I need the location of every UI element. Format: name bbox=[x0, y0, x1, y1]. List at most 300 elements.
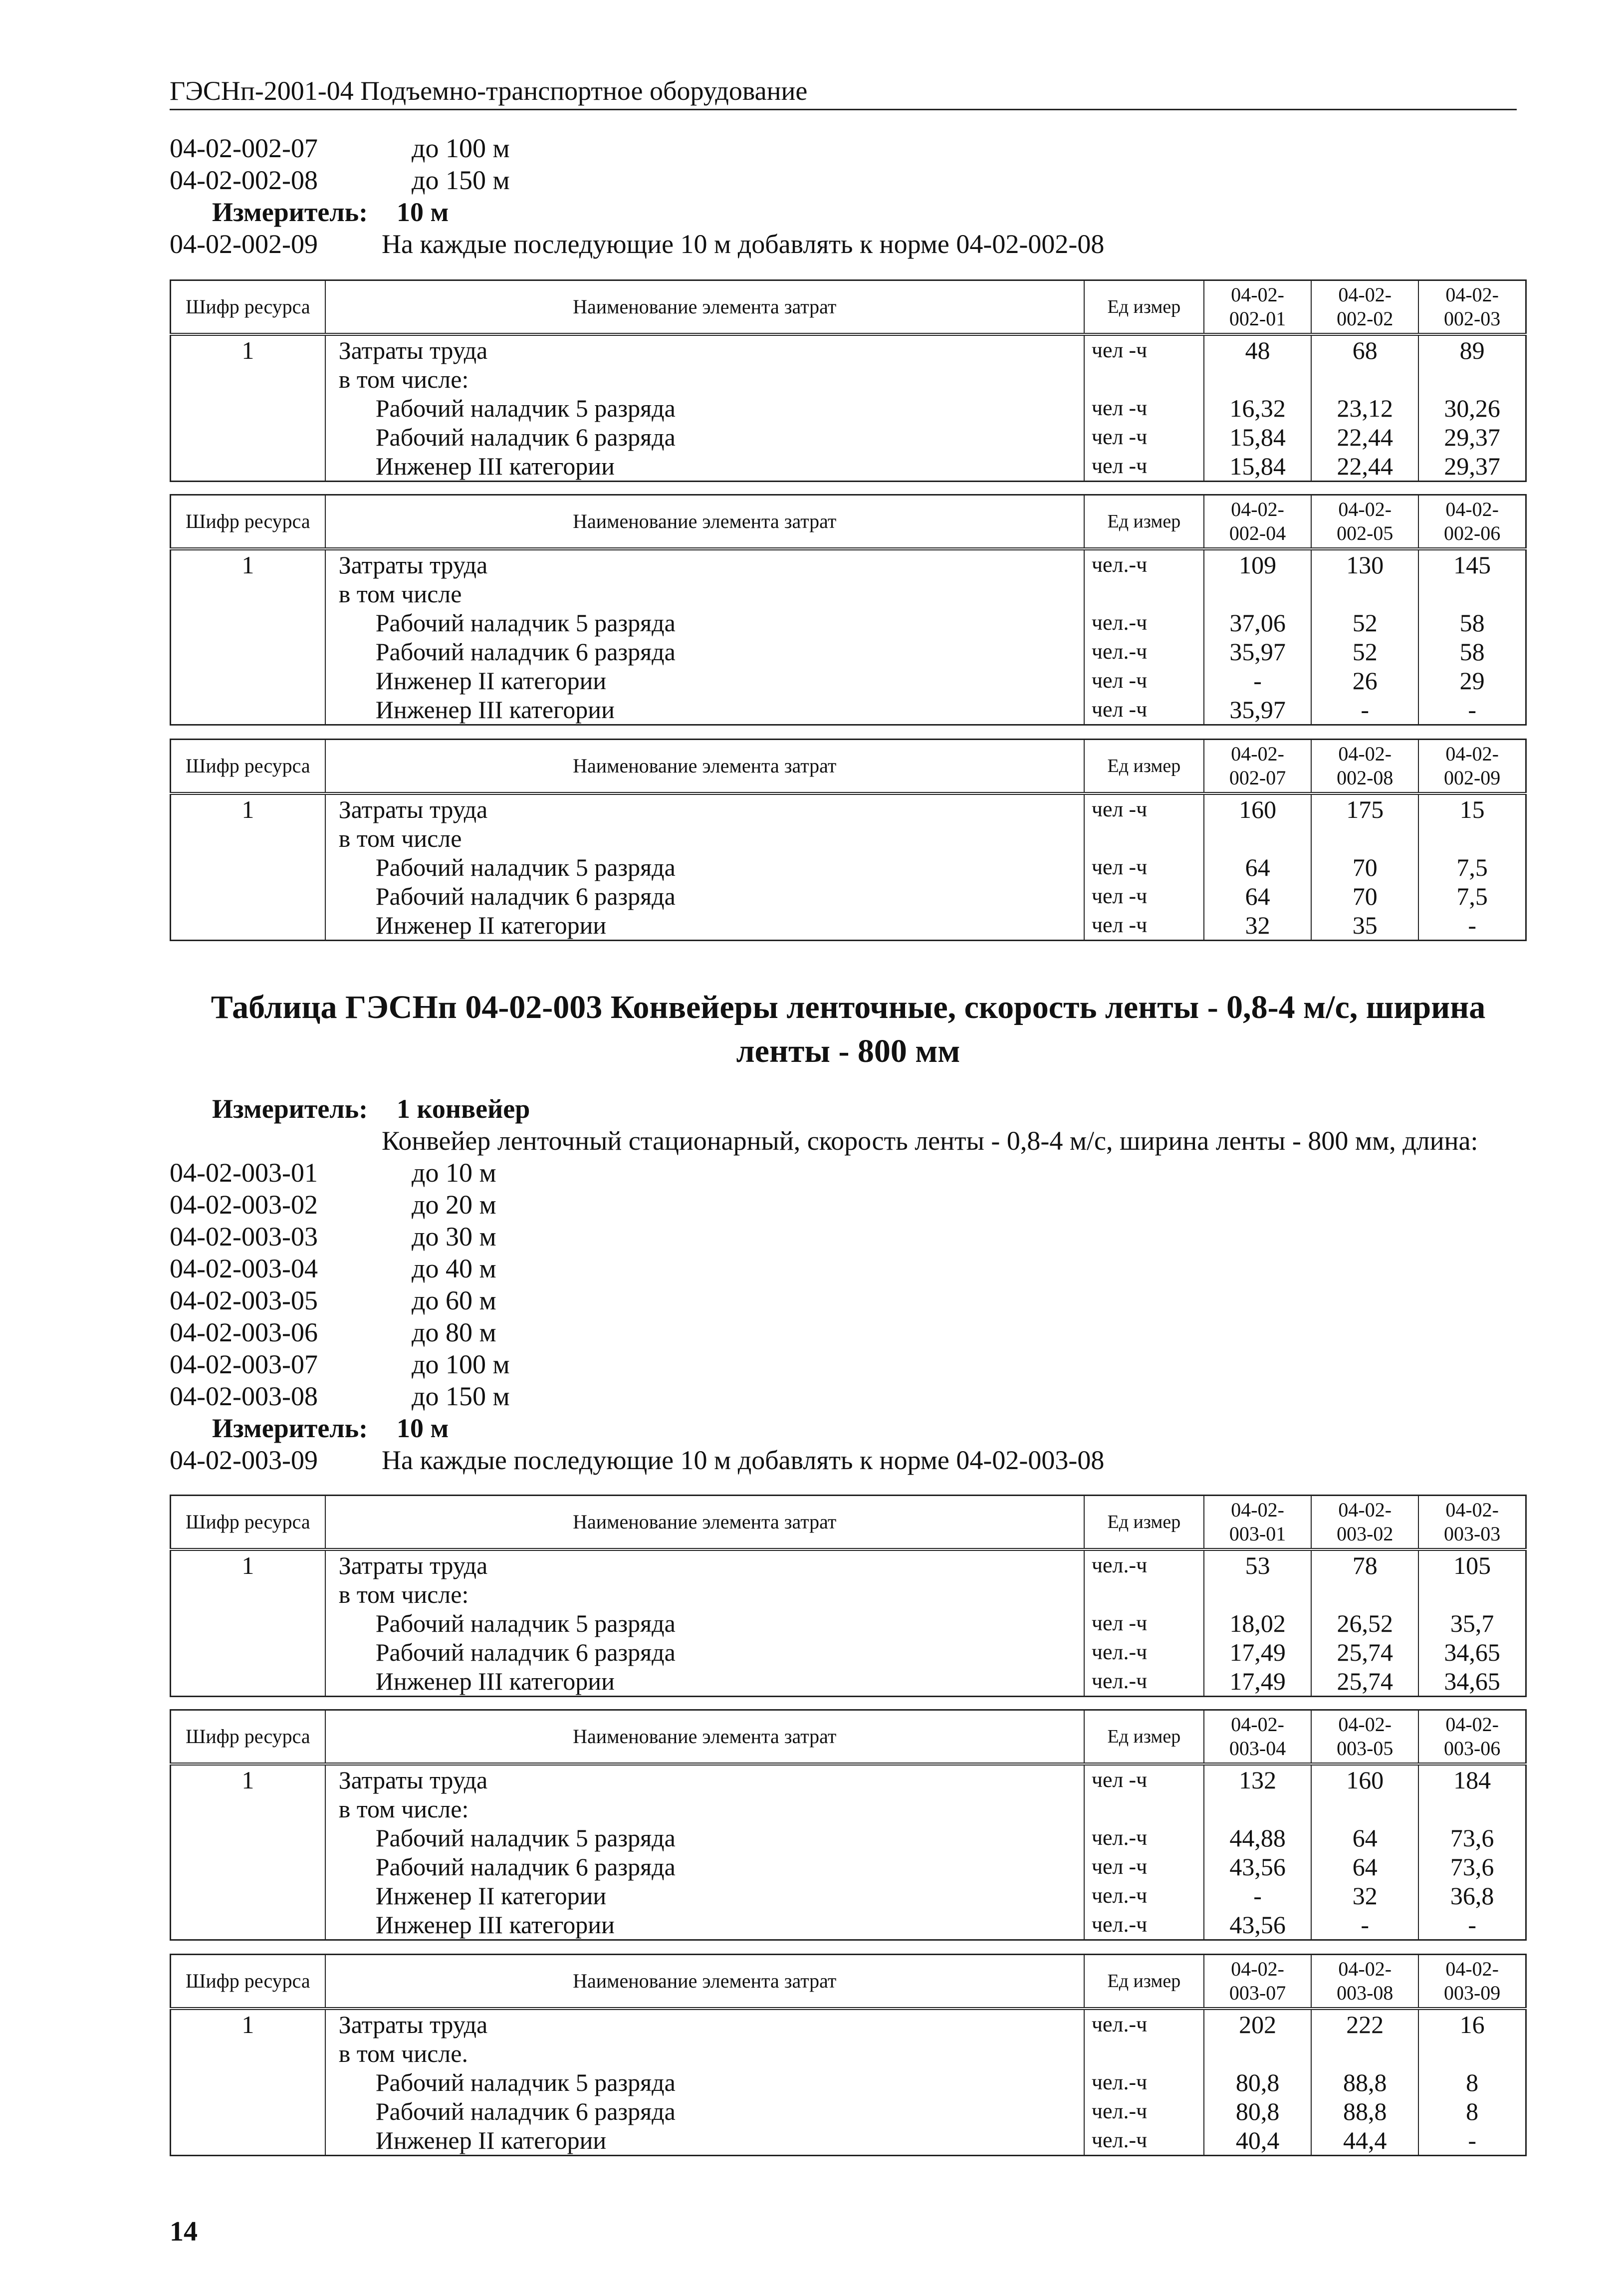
table-row bbox=[171, 365, 1526, 394]
table-row bbox=[171, 2039, 1526, 2068]
table-row bbox=[171, 793, 1526, 824]
cell-code bbox=[171, 824, 325, 853]
table-row bbox=[171, 1881, 1526, 1910]
cell-value: 29,37 bbox=[1418, 452, 1526, 482]
col-norm-header: 04-02- 002-05 bbox=[1311, 495, 1418, 549]
cell-unit: чел -ч bbox=[1084, 334, 1204, 365]
description-line bbox=[170, 1125, 1532, 1157]
col-unit-header: Ед измер bbox=[1084, 1496, 1204, 1550]
cell-value: 8 bbox=[1418, 2097, 1526, 2126]
cell-value bbox=[1418, 365, 1526, 394]
cell-value: 34,65 bbox=[1418, 1638, 1526, 1667]
cell-name: Рабочий наладчик 5 разряда bbox=[325, 608, 1084, 637]
cell-code: 1 bbox=[171, 549, 325, 579]
cell-name: Затраты труда bbox=[325, 549, 1084, 579]
cell-value: 26,52 bbox=[1311, 1609, 1418, 1638]
cell-value: 44,4 bbox=[1311, 2126, 1418, 2156]
table-row bbox=[171, 853, 1526, 882]
measure-value: 1 конвейер bbox=[397, 1094, 530, 1124]
table-header-row bbox=[171, 1496, 1526, 1550]
col-norm-header: 04-02- 003-02 bbox=[1311, 1496, 1418, 1550]
col-code-header: Шифр ресурса bbox=[171, 1710, 325, 1765]
table-row bbox=[171, 2126, 1526, 2156]
col-norm-header: 04-02- 003-07 bbox=[1204, 1955, 1311, 2009]
col-norm-header: 04-02- 002-07 bbox=[1204, 740, 1311, 794]
item-code: 04-02-002-07 bbox=[170, 133, 318, 163]
cell-value: 80,8 bbox=[1204, 2068, 1311, 2097]
col-norm-header: 04-02- 003-03 bbox=[1418, 1496, 1526, 1550]
cell-value: - bbox=[1311, 1910, 1418, 1940]
list-item bbox=[170, 1316, 1532, 1348]
table-header-row bbox=[171, 1710, 1526, 1765]
cell-value: 15,84 bbox=[1204, 452, 1311, 482]
measure-value: 10 м bbox=[397, 1413, 449, 1443]
cell-unit: чел.-ч bbox=[1084, 1910, 1204, 1940]
cell-value: 58 bbox=[1418, 608, 1526, 637]
cell-unit: чел -ч bbox=[1084, 853, 1204, 882]
cell-value: 17,49 bbox=[1204, 1638, 1311, 1667]
cell-name: Рабочий наладчик 6 разряда bbox=[325, 423, 1084, 452]
cell-value: - bbox=[1204, 666, 1311, 695]
cell-value: 15 bbox=[1418, 793, 1526, 824]
cell-value bbox=[1418, 1580, 1526, 1609]
cell-value: - bbox=[1418, 1910, 1526, 1940]
cell-value: 222 bbox=[1311, 2009, 1418, 2039]
table-row bbox=[171, 452, 1526, 482]
cell-value: 40,4 bbox=[1204, 2126, 1311, 2156]
cell-unit bbox=[1084, 1794, 1204, 1823]
cell-value bbox=[1418, 2039, 1526, 2068]
cell-value: 7,5 bbox=[1418, 882, 1526, 911]
cell-name: Инженер II категории bbox=[325, 2126, 1084, 2156]
cell-value: 78 bbox=[1311, 1549, 1418, 1580]
cell-code bbox=[171, 423, 325, 452]
cell-value: 53 bbox=[1204, 1549, 1311, 1580]
list-item bbox=[170, 1189, 1532, 1221]
list-item bbox=[170, 132, 1532, 164]
cell-name: Затраты труда bbox=[325, 2009, 1084, 2039]
cell-code: 1 bbox=[171, 793, 325, 824]
cell-name: Инженер II категории bbox=[325, 666, 1084, 695]
cell-code: 1 bbox=[171, 1549, 325, 1580]
list-item bbox=[170, 228, 1532, 260]
cell-value bbox=[1204, 579, 1311, 608]
table-row bbox=[171, 1823, 1526, 1852]
cell-value: 70 bbox=[1311, 853, 1418, 882]
cell-unit: чел -ч bbox=[1084, 666, 1204, 695]
cell-value: 25,74 bbox=[1311, 1638, 1418, 1667]
cell-unit bbox=[1084, 824, 1204, 853]
table-caption bbox=[170, 986, 1527, 1073]
cell-name: в том числе bbox=[325, 579, 1084, 608]
cell-value: 22,44 bbox=[1311, 423, 1418, 452]
cell-value bbox=[1204, 824, 1311, 853]
cell-name: Рабочий наладчик 5 разряда bbox=[325, 394, 1084, 423]
cell-code bbox=[171, 1580, 325, 1609]
cell-name: Рабочий наладчик 6 разряда bbox=[325, 1638, 1084, 1667]
table-row bbox=[171, 882, 1526, 911]
table-row bbox=[171, 608, 1526, 637]
table-row bbox=[171, 1794, 1526, 1823]
table-row bbox=[171, 1764, 1526, 1794]
cell-value: 52 bbox=[1311, 637, 1418, 666]
description-text: Конвейер ленточный стационарный, скорость ленты - 0,8-4 м/с, ширина ленты - 800 мм, длина: bbox=[382, 1126, 1478, 1156]
cell-unit: чел.-ч bbox=[1084, 1549, 1204, 1580]
col-name-header: Наименование элемента затрат bbox=[325, 280, 1084, 335]
col-norm-header: 04-02- 003-08 bbox=[1311, 1955, 1418, 2009]
table-row bbox=[171, 394, 1526, 423]
cell-code bbox=[171, 911, 325, 941]
cell-value: - bbox=[1418, 695, 1526, 725]
cell-code bbox=[171, 1852, 325, 1881]
cell-value: 88,8 bbox=[1311, 2097, 1418, 2126]
cell-value: 175 bbox=[1311, 793, 1418, 824]
measure-line bbox=[170, 196, 1532, 228]
cell-name: Инженер II категории bbox=[325, 911, 1084, 941]
col-norm-header: 04-02- 003-06 bbox=[1418, 1710, 1526, 1765]
cell-unit bbox=[1084, 2039, 1204, 2068]
list-item bbox=[170, 1253, 1532, 1284]
cell-code bbox=[171, 882, 325, 911]
col-norm-header: 04-02- 003-09 bbox=[1418, 1955, 1526, 2009]
cell-value bbox=[1311, 579, 1418, 608]
table-row bbox=[171, 579, 1526, 608]
cell-name: Рабочий наладчик 6 разряда bbox=[325, 2097, 1084, 2126]
cell-code bbox=[171, 579, 325, 608]
cell-value: 105 bbox=[1418, 1549, 1526, 1580]
table-row bbox=[171, 1580, 1526, 1609]
cell-code bbox=[171, 608, 325, 637]
cell-value: 64 bbox=[1204, 882, 1311, 911]
cell-unit bbox=[1084, 365, 1204, 394]
cell-value: 17,49 bbox=[1204, 1667, 1311, 1697]
cell-unit: чел -ч bbox=[1084, 1609, 1204, 1638]
cell-value: 109 bbox=[1204, 549, 1311, 579]
cell-value bbox=[1204, 2039, 1311, 2068]
table-header-row bbox=[171, 495, 1526, 549]
cell-unit: чел -ч bbox=[1084, 793, 1204, 824]
cell-value: 132 bbox=[1204, 1764, 1311, 1794]
cell-name: Инженер III категории bbox=[325, 452, 1084, 482]
cell-code bbox=[171, 1881, 325, 1910]
table-row bbox=[171, 549, 1526, 579]
table-row bbox=[171, 1910, 1526, 1940]
item-text: до 80 м bbox=[412, 1317, 496, 1347]
col-code-header: Шифр ресурса bbox=[171, 1955, 325, 2009]
table-row bbox=[171, 1549, 1526, 1580]
cell-value: 29,37 bbox=[1418, 423, 1526, 452]
table-row bbox=[171, 2068, 1526, 2097]
cell-name: Затраты труда bbox=[325, 793, 1084, 824]
cell-value: 34,65 bbox=[1418, 1667, 1526, 1697]
cell-value bbox=[1204, 1794, 1311, 1823]
cell-value: 35 bbox=[1311, 911, 1418, 941]
cell-value: 15,84 bbox=[1204, 423, 1311, 452]
item-text: до 60 м bbox=[412, 1285, 496, 1315]
cell-code: 1 bbox=[171, 2009, 325, 2039]
cell-name: в том числе bbox=[325, 824, 1084, 853]
item-code: 04-02-002-08 bbox=[170, 165, 318, 195]
cell-value: 80,8 bbox=[1204, 2097, 1311, 2126]
cell-code bbox=[171, 1609, 325, 1638]
cell-unit: чел -ч bbox=[1084, 1852, 1204, 1881]
caption-line-2: ленты - 800 мм bbox=[736, 1033, 960, 1069]
cell-value: 32 bbox=[1204, 911, 1311, 941]
col-norm-header: 04-02- 002-02 bbox=[1311, 280, 1418, 335]
col-code-header: Шифр ресурса bbox=[171, 280, 325, 335]
cell-name: Рабочий наладчик 5 разряда bbox=[325, 1609, 1084, 1638]
item-code: 04-02-003-01 bbox=[170, 1158, 318, 1188]
table-row bbox=[171, 911, 1526, 941]
cell-value: 35,97 bbox=[1204, 695, 1311, 725]
cell-value bbox=[1204, 365, 1311, 394]
cell-code bbox=[171, 452, 325, 482]
cell-name: Инженер III категории bbox=[325, 1667, 1084, 1697]
item-code: 04-02-003-09 bbox=[170, 1445, 318, 1475]
table-row bbox=[171, 695, 1526, 725]
item-code: 04-02-003-06 bbox=[170, 1317, 318, 1347]
item-text: до 20 м bbox=[412, 1190, 496, 1220]
resource-table-6 bbox=[170, 1954, 1527, 2156]
cell-value bbox=[1418, 1794, 1526, 1823]
item-text: до 150 м bbox=[412, 165, 510, 195]
cell-value bbox=[1418, 824, 1526, 853]
cell-unit: чел -ч bbox=[1084, 394, 1204, 423]
col-unit-header: Ед измер bbox=[1084, 280, 1204, 335]
resource-table-4 bbox=[170, 1495, 1527, 1697]
cell-code: 1 bbox=[171, 1764, 325, 1794]
cell-value: 58 bbox=[1418, 637, 1526, 666]
cell-name: Рабочий наладчик 5 разряда bbox=[325, 1823, 1084, 1852]
cell-unit bbox=[1084, 579, 1204, 608]
cell-name: в том числе. bbox=[325, 2039, 1084, 2068]
table-header-row bbox=[171, 1955, 1526, 2009]
table-row bbox=[171, 2009, 1526, 2039]
cell-unit: чел -ч bbox=[1084, 695, 1204, 725]
cell-name: Инженер II категории bbox=[325, 1881, 1084, 1910]
cell-value: 30,26 bbox=[1418, 394, 1526, 423]
cell-code bbox=[171, 1667, 325, 1697]
col-unit-header: Ед измер bbox=[1084, 495, 1204, 549]
item-text: до 100 м bbox=[412, 1349, 510, 1379]
cell-name: Рабочий наладчик 5 разряда bbox=[325, 853, 1084, 882]
measure-label: Измеритель: bbox=[212, 197, 368, 227]
table-row bbox=[171, 824, 1526, 853]
cell-value: 18,02 bbox=[1204, 1609, 1311, 1638]
cell-value: - bbox=[1311, 695, 1418, 725]
list-item bbox=[170, 1157, 1532, 1189]
table-row bbox=[171, 334, 1526, 365]
col-code-header: Шифр ресурса bbox=[171, 1496, 325, 1550]
cell-unit: чел.-ч bbox=[1084, 2068, 1204, 2097]
cell-name: Рабочий наладчик 5 разряда bbox=[325, 2068, 1084, 2097]
cell-unit: чел -ч bbox=[1084, 452, 1204, 482]
list-item bbox=[170, 1444, 1532, 1476]
cell-code bbox=[171, 2126, 325, 2156]
item-code: 04-02-002-09 bbox=[170, 229, 318, 259]
cell-value: 7,5 bbox=[1418, 853, 1526, 882]
cell-value bbox=[1311, 1794, 1418, 1823]
cell-name: Инженер III категории bbox=[325, 695, 1084, 725]
cell-value: 52 bbox=[1311, 608, 1418, 637]
cell-value: 43,56 bbox=[1204, 1852, 1311, 1881]
measure-line bbox=[170, 1093, 1532, 1125]
cell-value: 160 bbox=[1204, 793, 1311, 824]
cell-value: 8 bbox=[1418, 2068, 1526, 2097]
cell-code bbox=[171, 2068, 325, 2097]
table-row bbox=[171, 1667, 1526, 1697]
cell-value: 44,88 bbox=[1204, 1823, 1311, 1852]
resource-table-1 bbox=[170, 279, 1527, 482]
col-name-header: Наименование элемента затрат bbox=[325, 1496, 1084, 1550]
cell-value: 48 bbox=[1204, 334, 1311, 365]
measure-line bbox=[170, 1412, 1532, 1444]
resource-table-2 bbox=[170, 494, 1527, 726]
cell-unit: чел -ч bbox=[1084, 911, 1204, 941]
cell-unit: чел.-ч bbox=[1084, 2126, 1204, 2156]
cell-code bbox=[171, 1910, 325, 1940]
top-item-list bbox=[170, 132, 1532, 260]
cell-value: 73,6 bbox=[1418, 1852, 1526, 1881]
cell-name: Инженер III категории bbox=[325, 1910, 1084, 1940]
col-norm-header: 04-02- 003-01 bbox=[1204, 1496, 1311, 1550]
cell-value: 88,8 bbox=[1311, 2068, 1418, 2097]
cell-value: 184 bbox=[1418, 1764, 1526, 1794]
col-code-header: Шифр ресурса bbox=[171, 495, 325, 549]
cell-code: 1 bbox=[171, 334, 325, 365]
cell-value: - bbox=[1418, 911, 1526, 941]
cell-unit: чел.-ч bbox=[1084, 1638, 1204, 1667]
cell-code bbox=[171, 853, 325, 882]
measure-label: Измеритель: bbox=[212, 1413, 368, 1443]
mid-item-list bbox=[170, 1093, 1532, 1476]
cell-value: - bbox=[1204, 1881, 1311, 1910]
col-code-header: Шифр ресурса bbox=[171, 740, 325, 794]
cell-value: 16,32 bbox=[1204, 394, 1311, 423]
cell-code bbox=[171, 394, 325, 423]
table-row bbox=[171, 1852, 1526, 1881]
cell-value: 35,7 bbox=[1418, 1609, 1526, 1638]
cell-value: 64 bbox=[1204, 853, 1311, 882]
cell-value: 16 bbox=[1418, 2009, 1526, 2039]
cell-value: 202 bbox=[1204, 2009, 1311, 2039]
col-name-header: Наименование элемента затрат bbox=[325, 1710, 1084, 1765]
item-text: На каждые последующие 10 м добавлять к норме 04-02-003-08 bbox=[382, 1445, 1105, 1475]
page-number: 14 bbox=[170, 2216, 198, 2247]
table-row bbox=[171, 637, 1526, 666]
cell-code bbox=[171, 695, 325, 725]
item-code: 04-02-003-07 bbox=[170, 1349, 318, 1379]
item-text: до 40 м bbox=[412, 1254, 496, 1283]
cell-value: 73,6 bbox=[1418, 1823, 1526, 1852]
cell-code bbox=[171, 2039, 325, 2068]
page-header: ГЭСНп-2001-04 Подъемно-транспортное оборудование bbox=[170, 75, 1517, 110]
cell-code bbox=[171, 1823, 325, 1852]
cell-unit: чел -ч bbox=[1084, 1764, 1204, 1794]
list-item bbox=[170, 164, 1532, 196]
cell-unit: чел.-ч bbox=[1084, 608, 1204, 637]
cell-unit: чел.-ч bbox=[1084, 637, 1204, 666]
cell-code bbox=[171, 666, 325, 695]
cell-value: 25,74 bbox=[1311, 1667, 1418, 1697]
cell-value: - bbox=[1418, 2126, 1526, 2156]
col-norm-header: 04-02- 002-01 bbox=[1204, 280, 1311, 335]
col-unit-header: Ед измер bbox=[1084, 1955, 1204, 2009]
col-name-header: Наименование элемента затрат bbox=[325, 495, 1084, 549]
cell-unit: чел.-ч bbox=[1084, 2009, 1204, 2039]
list-item bbox=[170, 1221, 1532, 1253]
col-name-header: Наименование элемента затрат bbox=[325, 1955, 1084, 2009]
cell-value: 23,12 bbox=[1311, 394, 1418, 423]
cell-name: в том числе: bbox=[325, 365, 1084, 394]
cell-name: Затраты труда bbox=[325, 1764, 1084, 1794]
col-name-header: Наименование элемента затрат bbox=[325, 740, 1084, 794]
caption-line-1: Таблица ГЭСНп 04-02-003 Конвейеры ленточные, скорость ленты - 0,8-4 м/с, ширина bbox=[211, 989, 1486, 1025]
col-norm-header: 04-02- 002-04 bbox=[1204, 495, 1311, 549]
cell-unit: чел.-ч bbox=[1084, 1667, 1204, 1697]
cell-name: в том числе: bbox=[325, 1580, 1084, 1609]
cell-name: Рабочий наладчик 6 разряда bbox=[325, 882, 1084, 911]
col-norm-header: 04-02- 003-05 bbox=[1311, 1710, 1418, 1765]
cell-value: 22,44 bbox=[1311, 452, 1418, 482]
cell-unit: чел.-ч bbox=[1084, 1881, 1204, 1910]
cell-code bbox=[171, 1794, 325, 1823]
cell-value: 160 bbox=[1311, 1764, 1418, 1794]
cell-unit: чел.-ч bbox=[1084, 2097, 1204, 2126]
cell-value bbox=[1311, 824, 1418, 853]
cell-value bbox=[1311, 365, 1418, 394]
table-row bbox=[171, 666, 1526, 695]
cell-name: Затраты труда bbox=[325, 334, 1084, 365]
col-unit-header: Ед измер bbox=[1084, 1710, 1204, 1765]
table-row bbox=[171, 2097, 1526, 2126]
item-text: до 100 м bbox=[412, 133, 510, 163]
cell-value: 43,56 bbox=[1204, 1910, 1311, 1940]
cell-name: Затраты труда bbox=[325, 1549, 1084, 1580]
col-norm-header: 04-02- 002-08 bbox=[1311, 740, 1418, 794]
cell-value: 64 bbox=[1311, 1823, 1418, 1852]
item-text: до 150 м bbox=[412, 1381, 510, 1411]
list-item bbox=[170, 1348, 1532, 1380]
measure-label: Измеритель: bbox=[212, 1094, 368, 1124]
table-row bbox=[171, 1638, 1526, 1667]
cell-unit bbox=[1084, 1580, 1204, 1609]
cell-value bbox=[1311, 1580, 1418, 1609]
cell-value: 29 bbox=[1418, 666, 1526, 695]
cell-unit: чел -ч bbox=[1084, 423, 1204, 452]
table-header-row bbox=[171, 740, 1526, 794]
resource-table-3 bbox=[170, 739, 1527, 941]
cell-value: 64 bbox=[1311, 1852, 1418, 1881]
cell-name: Рабочий наладчик 6 разряда bbox=[325, 1852, 1084, 1881]
col-norm-header: 04-02- 002-03 bbox=[1418, 280, 1526, 335]
cell-value bbox=[1204, 1580, 1311, 1609]
cell-value bbox=[1418, 579, 1526, 608]
col-norm-header: 04-02- 002-09 bbox=[1418, 740, 1526, 794]
item-text: до 30 м bbox=[412, 1222, 496, 1252]
col-norm-header: 04-02- 003-04 bbox=[1204, 1710, 1311, 1765]
cell-name: в том числе: bbox=[325, 1794, 1084, 1823]
cell-code bbox=[171, 2097, 325, 2126]
item-text: до 10 м bbox=[412, 1158, 496, 1188]
cell-value: 32 bbox=[1311, 1881, 1418, 1910]
cell-value: 70 bbox=[1311, 882, 1418, 911]
item-text: На каждые последующие 10 м добавлять к норме 04-02-002-08 bbox=[382, 229, 1105, 259]
cell-value: 89 bbox=[1418, 334, 1526, 365]
cell-unit: чел.-ч bbox=[1084, 549, 1204, 579]
cell-name: Рабочий наладчик 6 разряда bbox=[325, 637, 1084, 666]
item-code: 04-02-003-02 bbox=[170, 1190, 318, 1220]
